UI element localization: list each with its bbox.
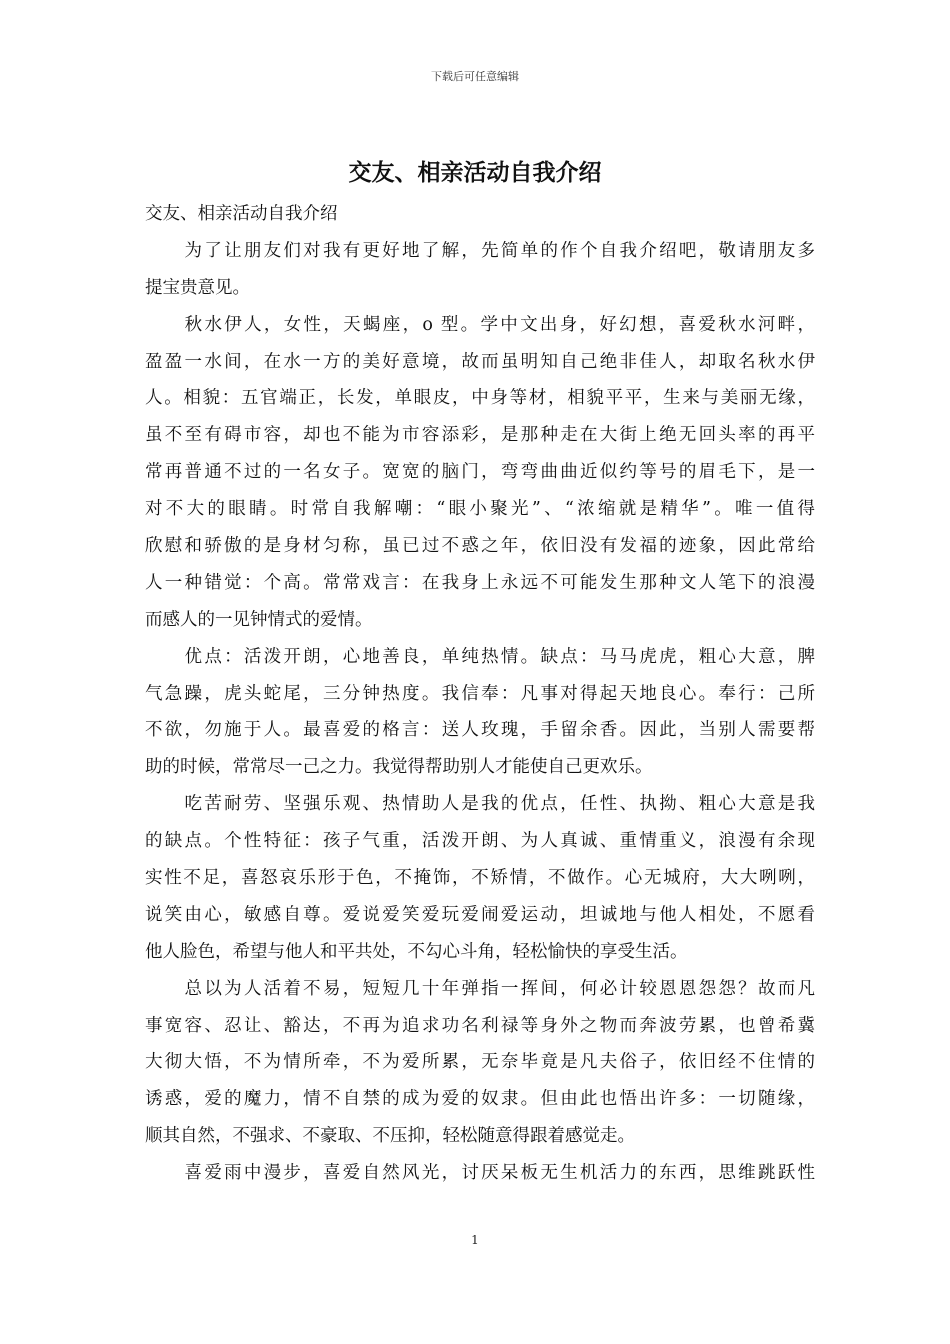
text-line: 而感人的一见钟情式的爱情。: [145, 609, 373, 630]
text-line: 对不大的眼睛。时常自我解嘲：“眼小聚光”、“浓缩就是精华”。唯一值得: [145, 499, 815, 520]
text-line: 秋水伊人，女性，天蝎座，o 型。学中文出身，好幻想，喜爱秋水河畔，: [145, 314, 815, 335]
text-line: 人一种错觉：个高。常常戏言：在我身上永远不可能发生那种文人笔下的浪漫: [145, 572, 815, 593]
text-line: 提宝贵意见。: [145, 277, 250, 298]
body-text: [145, 196, 815, 1192]
text-line: 为了让朋友们对我有更好地了解，先简单的作个自我介绍吧，敬请朋友多: [145, 240, 815, 261]
text-line: 交友、相亲活动自我介绍: [145, 204, 338, 224]
text-line: 优点：活泼开朗，心地善良，单纯热情。缺点：马马虎虎，粗心大意，脾: [145, 646, 815, 667]
text-line: 吃苦耐劳、坚强乐观、热情助人是我的优点，任性、执拗、粗心大意是我: [145, 794, 815, 815]
text-line: 大彻大悟，不为情所牵，不为爱所累，无奈毕竟是凡夫俗子，依旧经不住情的: [145, 1052, 815, 1073]
page-number: 1: [471, 1233, 479, 1247]
text-line: 助的时候，常常尽一己之力。我觉得帮助别人才能使自己更欢乐。: [145, 757, 653, 778]
text-line: 人。相貌：五官端正，长发，单眼皮，中身等材，相貌平平，生来与美丽无缘，: [145, 388, 815, 409]
text-line: 诱惑，爱的魔力，情不自禁的成为爱的奴隶。但由此也悟出许多：一切随缘，: [145, 1089, 815, 1110]
text-line: 他人脸色，希望与他人和平共处，不勾心斗角，轻松愉快的享受生活。: [145, 941, 688, 962]
text-line: 的缺点。个性特征：孩子气重，活泼开朗、为人真诚、重情重义，浪漫有余现: [145, 831, 815, 852]
text-line: 事宽容、忍让、豁达，不再为追求功名利禄等身外之物而奔波劳累，也曾希冀: [145, 1015, 815, 1036]
text-line: 欣慰和骄傲的是身材匀称，虽已过不惑之年，依旧没有发福的迹象，因此常给: [145, 536, 815, 557]
text-line: 喜爱雨中漫步，喜爱自然风光，讨厌呆板无生机活力的东西，思维跳跃性: [145, 1163, 815, 1184]
text-line: 顺其自然，不强求、不豪取、不压抑，轻松随意得跟着感觉走。: [145, 1126, 635, 1147]
document-title: 交友、相亲活动自我介绍: [348, 159, 602, 186]
text-line: 总以为人活着不易，短短几十年弹指一挥间，何必计较恩恩怨怨？故而凡: [145, 978, 815, 999]
text-line: 说笑由心，敏感自尊。爱说爱笑爱玩爱闹爱运动，坦诚地与他人相处，不愿看: [145, 904, 815, 925]
text-line: 气急躁，虎头蛇尾，三分钟热度。我信奉：凡事对得起天地良心。奉行：己所: [145, 683, 815, 704]
header-note: 下载后可任意编辑: [431, 70, 519, 83]
text-line: 不欲，勿施于人。最喜爱的格言：送人玫瑰，手留余香。因此，当别人需要帮: [145, 720, 815, 741]
text-line: 盈盈一水间，在水一方的美好意境，故而虽明知自己绝非佳人，却取名秋水伊: [145, 351, 815, 372]
text-line: 虽不至有碍市容，却也不能为市容添彩，是那种走在大街上绝无回头率的再平: [145, 425, 815, 446]
text-line: 常再普通不过的一名女子。宽宽的脑门，弯弯曲曲近似约等号的眉毛下，是一: [145, 462, 815, 483]
text-line: 实性不足，喜怒哀乐形于色，不掩饰，不矫情，不做作。心无城府，大大咧咧，: [145, 868, 815, 889]
